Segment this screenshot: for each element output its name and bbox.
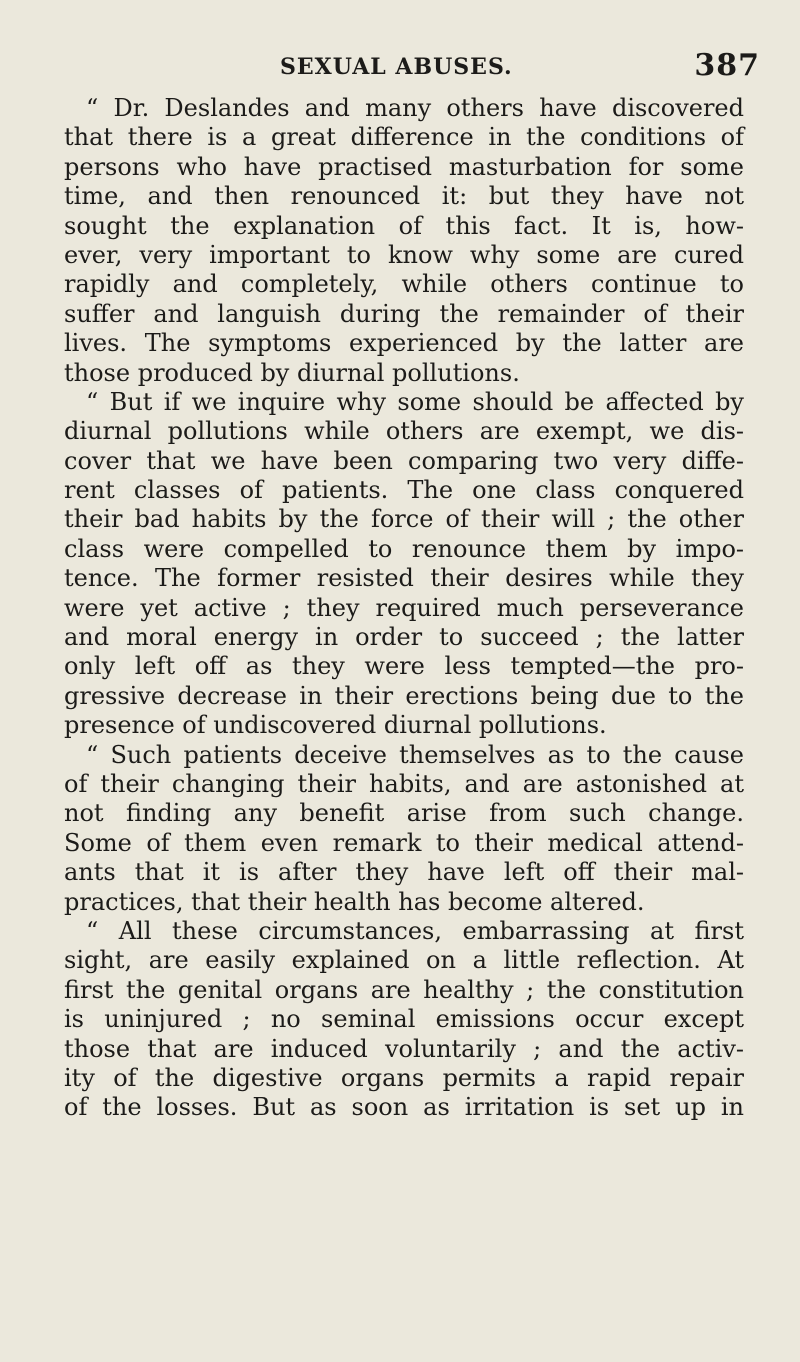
running-head-title: SEXUAL ABUSES.	[280, 54, 513, 80]
text-line: that there is a great difference in the conditions of	[64, 123, 744, 152]
text-line: were yet active ; they required much perseverance	[64, 593, 744, 622]
text-line: ity of the digestive organs permits a rapid repair	[64, 1063, 744, 1092]
text-line: their bad habits by the force of their will ; the other	[64, 505, 744, 534]
text-line: cover that we have been comparing two very diffe-	[64, 446, 744, 475]
text-line: is uninjured ; no seminal emissions occur except	[64, 1005, 744, 1034]
text-line: first the genital organs are healthy ; the constitution	[64, 975, 744, 1004]
text-line: “ But if we inquire why some should be affected by	[86, 387, 744, 416]
text-line: “ All these circumstances, embarrassing at first	[86, 916, 744, 945]
text-line: those that are induced voluntarily ; and the activ-	[64, 1034, 744, 1063]
paragraph	[64, 388, 744, 741]
text-line: those produced by diurnal pollutions.	[64, 358, 520, 387]
text-line: ever, very important to know why some are cured	[64, 240, 744, 269]
page-number: 387	[694, 48, 760, 83]
text-line: “ Dr. Deslandes and many others have discovered	[86, 94, 744, 122]
text-line: and moral energy in order to succeed ; the latter	[64, 623, 744, 652]
text-line: ants that it is after they have left off their mal-	[64, 858, 744, 887]
text-line: gressive decrease in their erections being due to the	[64, 681, 744, 710]
paragraph	[64, 94, 744, 388]
text-line: rapidly and completely, while others continue to	[64, 270, 744, 299]
text-line: tence. The former resisted their desires while they	[64, 564, 744, 593]
text-line: persons who have practised masturbation for some	[64, 152, 744, 181]
paragraph	[64, 741, 744, 917]
text-line: time, and then renounced it: but they have not	[64, 182, 744, 211]
body-text	[64, 94, 744, 1123]
paragraph	[64, 917, 744, 1123]
text-line: practices, that their health has become altered.	[64, 887, 645, 916]
text-line: of their changing their habits, and are astonished at	[64, 769, 744, 798]
text-line: suffer and languish during the remainder of their	[64, 299, 744, 328]
text-line: only left off as they were less tempted—the pro-	[64, 652, 744, 681]
text-line: rent classes of patients. The one class conquered	[64, 476, 744, 505]
running-head	[280, 44, 760, 84]
text-line: lives. The symptoms experienced by the latter are	[64, 329, 744, 358]
text-line: class were compelled to renounce them by impo-	[64, 534, 744, 563]
text-line: diurnal pollutions while others are exempt, we dis-	[64, 417, 744, 446]
text-line: presence of undiscovered diurnal pollutions.	[64, 711, 607, 740]
text-line: not finding any benefit arise from such change.	[64, 799, 744, 828]
text-line: sight, are easily explained on a little reflection. At	[64, 946, 744, 975]
text-line: sought the explanation of this fact. It is, how-	[64, 211, 744, 240]
text-line: of the losses. But as soon as irritation is set up in	[64, 1093, 744, 1122]
text-line: “ Such patients deceive themselves as to the cause	[86, 740, 744, 769]
text-line: Some of them even remark to their medical attend-	[64, 828, 744, 857]
